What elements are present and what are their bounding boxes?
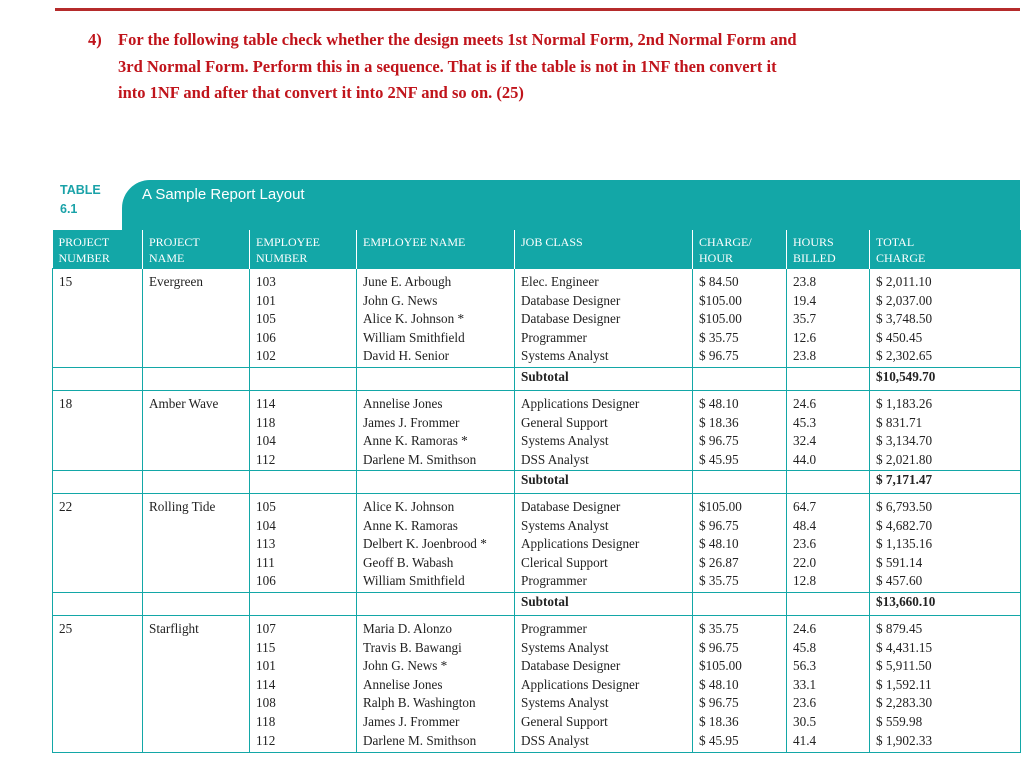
total-charge-value: $ 1,902.33: [876, 732, 933, 748]
charge-hour-value: $ 96.75: [699, 695, 739, 711]
job-class-cell: [515, 494, 693, 593]
total-charge-cell: [870, 391, 1021, 471]
total-charge-value: $ 879.45: [876, 621, 923, 636]
employee-number-cell: [250, 494, 357, 593]
col-header-total-charge: TOTAL CHARGE: [870, 230, 1021, 269]
charge-hour-cell: [693, 391, 787, 471]
employee-name-value: Ralph B. Washington: [363, 695, 476, 711]
table-number-tag: [52, 178, 122, 230]
job-class-value: Applications Designer: [521, 676, 640, 692]
subtotal-label: Subtotal: [515, 368, 693, 391]
subtotal-label: Subtotal: [515, 593, 693, 616]
report-table: [52, 230, 1021, 753]
total-charge-value: $ 450.45: [876, 329, 923, 345]
empty-cell: [143, 593, 250, 616]
employee-number-value: 105: [256, 499, 276, 514]
employee-name-cell: [357, 494, 515, 593]
employee-number-cell: [250, 391, 357, 471]
col-header-project-number: PROJECT NUMBER: [53, 230, 143, 269]
total-charge-cell: [870, 269, 1021, 368]
col-header-project-name: PROJECT NAME: [143, 230, 250, 269]
charge-hour-value: $ 96.75: [699, 433, 739, 449]
charge-hour-cell: [693, 269, 787, 368]
employee-number-value: 112: [256, 451, 276, 467]
empty-cell: [693, 471, 787, 494]
employee-number-cell: [250, 269, 357, 368]
project-number-value: 15: [59, 274, 73, 289]
subtotal-row: [53, 471, 1021, 494]
employee-number-value: 104: [256, 517, 276, 533]
job-class-cell: [515, 391, 693, 471]
subtotal-value: $10,549.70: [870, 368, 1021, 391]
job-class-value: Systems Analyst: [521, 433, 609, 449]
employee-number-value: 101: [256, 658, 276, 674]
job-class-value: Applications Designer: [521, 396, 640, 411]
total-charge-value: $ 2,283.30: [876, 695, 933, 711]
employee-name-value: James J. Frommer: [363, 713, 460, 729]
charge-hour-value: $ 84.50: [699, 274, 739, 289]
hours-billed-value: 12.8: [793, 573, 817, 589]
project-number-cell: [53, 616, 143, 753]
job-class-value: Programmer: [521, 573, 587, 589]
hours-billed-cell: [787, 616, 870, 753]
employee-number-value: 111: [256, 554, 275, 570]
subtotal-row: [53, 593, 1021, 616]
total-charge-value: $ 6,793.50: [876, 499, 933, 514]
employee-name-value: Geoff B. Wabash: [363, 554, 454, 570]
employee-number-value: 118: [256, 713, 276, 729]
empty-cell: [143, 471, 250, 494]
employee-number-value: 108: [256, 695, 276, 711]
charge-hour-value: $ 26.87: [699, 554, 739, 570]
project-name-cell: [143, 269, 250, 368]
job-class-value: Database Designer: [521, 499, 621, 514]
hours-billed-value: 24.6: [793, 621, 817, 636]
hours-billed-value: 64.7: [793, 499, 817, 514]
project-name-cell: [143, 391, 250, 471]
employee-name-value: Annelise Jones: [363, 396, 443, 411]
employee-number-value: 107: [256, 621, 276, 636]
job-class-value: Database Designer: [521, 292, 621, 308]
hours-billed-value: 12.6: [793, 329, 817, 345]
table-tag-line: 6.1: [60, 202, 78, 216]
total-charge-value: $ 1,183.26: [876, 396, 933, 411]
employee-name-value: Alice K. Johnson: [363, 499, 455, 514]
hours-billed-value: 44.0: [793, 451, 817, 467]
charge-hour-value: $105.00: [699, 311, 742, 327]
total-charge-value: $ 2,037.00: [876, 292, 933, 308]
col-header-employee-number: EMPLOYEE NUMBER: [250, 230, 357, 269]
employee-name-value: Anne K. Ramoras: [363, 517, 458, 533]
project-number-value: 18: [59, 396, 73, 411]
total-charge-value: $ 1,592.11: [876, 676, 932, 692]
table-body: [53, 269, 1021, 753]
charge-hour-value: $ 18.36: [699, 414, 739, 430]
hours-billed-value: 30.5: [793, 713, 817, 729]
project-name-cell: [143, 616, 250, 753]
col-header-job-class: JOB CLASS: [515, 230, 693, 269]
col-header-hours-billed: HOURS BILLED: [787, 230, 870, 269]
subtotal-row: [53, 368, 1021, 391]
employee-name-value: Alice K. Johnson *: [363, 311, 465, 327]
charge-hour-value: $ 35.75: [699, 573, 739, 589]
total-charge-cell: [870, 616, 1021, 753]
job-class-value: Applications Designer: [521, 536, 640, 552]
job-class-value: Systems Analyst: [521, 517, 609, 533]
job-class-value: General Support: [521, 414, 608, 430]
total-charge-value: $ 4,431.15: [876, 639, 933, 655]
job-class-cell: [515, 616, 693, 753]
question-text: [88, 27, 988, 107]
charge-hour-value: $ 96.75: [699, 348, 739, 364]
employee-name-value: Anne K. Ramoras *: [363, 433, 468, 449]
total-charge-value: $ 2,011.10: [876, 274, 932, 289]
empty-cell: [250, 471, 357, 494]
project-number-cell: [53, 269, 143, 368]
project-name-value: Rolling Tide: [149, 499, 216, 514]
total-charge-cell: [870, 494, 1021, 593]
hours-billed-value: 22.0: [793, 554, 817, 570]
hours-billed-value: 19.4: [793, 292, 817, 308]
employee-number-value: 114: [256, 396, 276, 411]
job-class-value: Systems Analyst: [521, 639, 609, 655]
charge-hour-cell: [693, 616, 787, 753]
top-rule: [55, 8, 1020, 11]
charge-hour-value: $ 48.10: [699, 676, 739, 692]
employee-number-value: 101: [256, 292, 276, 308]
table-header-band: [52, 178, 1020, 230]
employee-number-value: 102: [256, 348, 276, 364]
employee-number-value: 105: [256, 311, 276, 327]
total-charge-value: $ 591.14: [876, 554, 923, 570]
employee-name-cell: [357, 616, 515, 753]
col-header-charge-hour: CHARGE/ HOUR: [693, 230, 787, 269]
employee-name-value: Travis B. Bawangi: [363, 639, 462, 655]
empty-cell: [53, 593, 143, 616]
total-charge-value: $ 559.98: [876, 713, 923, 729]
table-row: [53, 391, 1021, 471]
total-charge-value: $ 1,135.16: [876, 536, 933, 552]
employee-name-value: Maria D. Alonzo: [363, 621, 452, 636]
charge-hour-value: $105.00: [699, 292, 742, 308]
project-number-value: 25: [59, 621, 73, 636]
table-title-bar: [122, 180, 1020, 230]
employee-name-value: Darlene M. Smithson: [363, 732, 477, 748]
employee-number-value: 104: [256, 433, 276, 449]
total-charge-value: $ 5,911.50: [876, 658, 932, 674]
hours-billed-value: 24.6: [793, 396, 817, 411]
project-number-cell: [53, 494, 143, 593]
job-class-value: DSS Analyst: [521, 451, 589, 467]
hours-billed-value: 32.4: [793, 433, 817, 449]
employee-name-value: Darlene M. Smithson: [363, 451, 477, 467]
hours-billed-cell: [787, 494, 870, 593]
employee-number-value: 112: [256, 732, 276, 748]
project-name-value: Starflight: [149, 621, 199, 636]
empty-cell: [53, 471, 143, 494]
job-class-value: Database Designer: [521, 311, 621, 327]
charge-hour-value: $ 35.75: [699, 329, 739, 345]
hours-billed-cell: [787, 391, 870, 471]
hours-billed-value: 45.3: [793, 414, 817, 430]
hours-billed-cell: [787, 269, 870, 368]
job-class-value: Systems Analyst: [521, 348, 609, 364]
subtotal-value: $13,660.10: [870, 593, 1021, 616]
subtotal-label: Subtotal: [515, 471, 693, 494]
job-class-value: Database Designer: [521, 658, 621, 674]
table-row: [53, 494, 1021, 593]
question-line: into 1NF and after that convert it into 2NF and so on. (25): [118, 83, 524, 102]
total-charge-value: $ 2,302.65: [876, 348, 933, 364]
employee-name-value: Delbert K. Joenbrood *: [363, 536, 487, 552]
job-class-value: Elec. Engineer: [521, 274, 599, 289]
empty-cell: [693, 368, 787, 391]
job-class-cell: [515, 269, 693, 368]
table-title: A Sample Report Layout: [142, 186, 305, 203]
question-number: 4): [88, 30, 102, 49]
project-number-cell: [53, 391, 143, 471]
total-charge-value: $ 4,682.70: [876, 517, 933, 533]
job-class-value: General Support: [521, 713, 608, 729]
empty-cell: [250, 368, 357, 391]
job-class-value: Programmer: [521, 329, 587, 345]
employee-number-value: 115: [256, 639, 276, 655]
empty-cell: [250, 593, 357, 616]
employee-number-cell: [250, 616, 357, 753]
empty-cell: [787, 471, 870, 494]
employee-name-value: James J. Frommer: [363, 414, 460, 430]
total-charge-value: $ 3,748.50: [876, 311, 933, 327]
charge-hour-value: $ 35.75: [699, 621, 739, 636]
project-name-value: Evergreen: [149, 274, 203, 289]
charge-hour-value: $ 96.75: [699, 517, 739, 533]
empty-cell: [357, 368, 515, 391]
employee-name-cell: [357, 269, 515, 368]
header-row: [53, 230, 1021, 269]
employee-number-value: 106: [256, 573, 276, 589]
employee-name-cell: [357, 391, 515, 471]
table-row: [53, 616, 1021, 753]
hours-billed-value: 23.6: [793, 695, 817, 711]
subtotal-value: $ 7,171.47: [870, 471, 1021, 494]
charge-hour-value: $ 48.10: [699, 536, 739, 552]
hours-billed-value: 41.4: [793, 732, 817, 748]
table-tag-line: TABLE: [60, 183, 101, 197]
hours-billed-value: 48.4: [793, 517, 817, 533]
job-class-value: Programmer: [521, 621, 587, 636]
hours-billed-value: 56.3: [793, 658, 817, 674]
employee-name-value: John G. News: [363, 292, 438, 308]
employee-number-value: 103: [256, 274, 276, 289]
employee-number-value: 118: [256, 414, 276, 430]
employee-name-value: Annelise Jones: [363, 676, 443, 692]
empty-cell: [357, 593, 515, 616]
hours-billed-value: 23.6: [793, 536, 817, 552]
total-charge-value: $ 831.71: [876, 414, 923, 430]
total-charge-value: $ 457.60: [876, 573, 923, 589]
question-line: For the following table check whether the design meets 1st Normal Form, 2nd Normal Form and: [118, 30, 797, 49]
employee-number-value: 113: [256, 536, 276, 552]
empty-cell: [787, 593, 870, 616]
hours-billed-value: 45.8: [793, 639, 817, 655]
job-class-value: Clerical Support: [521, 554, 608, 570]
charge-hour-value: $ 48.10: [699, 396, 739, 411]
charge-hour-cell: [693, 494, 787, 593]
project-name-cell: [143, 494, 250, 593]
hours-billed-value: 33.1: [793, 676, 817, 692]
hours-billed-value: 35.7: [793, 311, 817, 327]
employee-number-value: 114: [256, 676, 276, 692]
question-line: 3rd Normal Form. Perform this in a sequence. That is if the table is not in 1NF then convert it: [118, 56, 777, 76]
employee-number-value: 106: [256, 329, 276, 345]
hours-billed-value: 23.8: [793, 274, 817, 289]
empty-cell: [787, 368, 870, 391]
question-body: [118, 27, 988, 107]
charge-hour-value: $ 45.95: [699, 451, 739, 467]
empty-cell: [143, 368, 250, 391]
employee-name-value: John G. News *: [363, 658, 448, 674]
job-class-value: Systems Analyst: [521, 695, 609, 711]
empty-cell: [53, 368, 143, 391]
employee-name-value: William Smithfield: [363, 573, 465, 589]
employee-name-value: David H. Senior: [363, 348, 450, 364]
charge-hour-value: $ 18.36: [699, 713, 739, 729]
job-class-value: DSS Analyst: [521, 732, 589, 748]
employee-name-value: William Smithfield: [363, 329, 465, 345]
project-number-value: 22: [59, 499, 73, 514]
empty-cell: [357, 471, 515, 494]
charge-hour-value: $ 45.95: [699, 732, 739, 748]
table-row: [53, 269, 1021, 368]
charge-hour-value: $105.00: [699, 658, 742, 674]
total-charge-value: $ 2,021.80: [876, 451, 933, 467]
hours-billed-value: 23.8: [793, 348, 817, 364]
employee-name-value: June E. Arbough: [363, 274, 452, 289]
col-header-employee-name: EMPLOYEE NAME: [357, 230, 515, 269]
charge-hour-value: $ 96.75: [699, 639, 739, 655]
total-charge-value: $ 3,134.70: [876, 433, 933, 449]
project-name-value: Amber Wave: [149, 396, 219, 411]
charge-hour-value: $105.00: [699, 499, 742, 514]
empty-cell: [693, 593, 787, 616]
